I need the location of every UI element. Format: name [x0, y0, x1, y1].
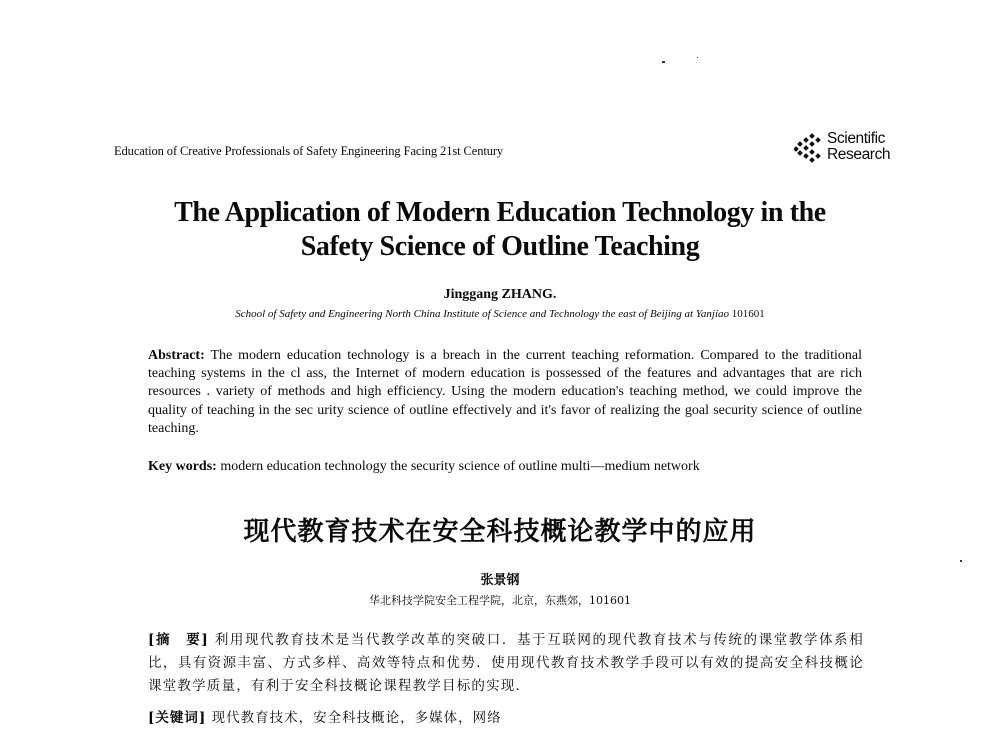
title-line-2: Safety Science of Outline Teaching	[300, 231, 700, 262]
chinese-title: 现代教育技术在安全科技概论教学中的应用	[243, 517, 757, 547]
postal-code: 101601	[731, 308, 765, 320]
abstract-label: Abstract:	[148, 348, 205, 363]
keywords-text: modern education technology the security science of outline multi—medium network	[220, 459, 700, 474]
scan-speck	[662, 61, 665, 63]
chinese-keywords-label: [关键词]	[148, 710, 207, 726]
title-line-1: The Application of Modern Education Technology in the	[174, 197, 826, 228]
author-affiliation	[100, 308, 900, 320]
logo-line-2: Research	[827, 146, 891, 163]
chinese-keywords	[148, 706, 502, 726]
abstract	[148, 347, 862, 438]
chinese-abstract	[148, 629, 864, 698]
running-header: Education of Creative Professionals of Safety Engineering Facing 21st Century	[114, 144, 504, 158]
chinese-abstract-text: 利用现代教育技术是当代教学改革的突破口．基于互联网的现代教育技术与传统的课堂教学体系相比，具有资源丰富、方式多样、高效等特点和优势．使用现代教育技术教学手段可以有效的提高安全科技概论课堂教学质量，有利于安全科技概论课程教学目标的实现．	[148, 632, 864, 694]
chinese-author-name: 张景钢	[480, 573, 520, 588]
diamond-dots-icon	[794, 133, 824, 163]
chinese-affiliation: 华北科技学院安全工程学院，北京，东燕郊，101601	[369, 594, 631, 607]
author-name: Jinggang ZHANG.	[443, 287, 557, 302]
keywords-label: Key words:	[148, 459, 217, 474]
scan-speck	[697, 57, 698, 58]
paper-title	[100, 196, 900, 264]
chinese-abstract-label: [摘 要]	[148, 632, 209, 648]
scan-speck	[960, 560, 962, 562]
affiliation-text: School of Safety and Engineering North China Institute of Science and Technology the east of Beijing at Yanjiao	[235, 308, 730, 320]
abstract-text: The modern education technology is a breach in the current teaching reformation. Compared to the traditional teaching systems in the cl ass, the Internet of modern education is possessed of the features and advantages that are rich resources . variety of methods and high efficiency. Using the modern education's teaching method, we could improve the quality of teaching in the sec urity science of outline effectively and it's favor of realizing the goal security science of outline teaching.	[148, 348, 862, 436]
logo-line-1: Scientific	[827, 130, 886, 147]
logo-text	[827, 131, 890, 163]
chinese-keywords-text: 现代教育技术，安全科技概论，多媒体，网络	[211, 710, 502, 726]
publisher-logo	[794, 131, 894, 167]
keywords	[148, 459, 700, 475]
